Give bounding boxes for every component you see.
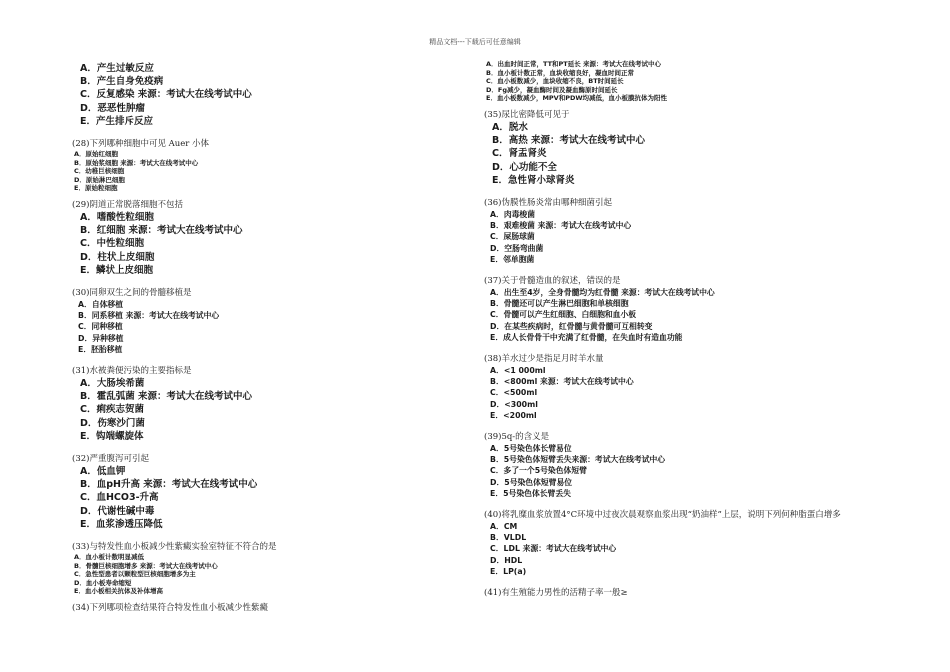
question-block xyxy=(72,287,472,355)
question-block xyxy=(484,587,884,599)
question-block xyxy=(72,138,472,193)
question-title: (34)下列哪项检查结果符合特发性血小板减少性紫癜 xyxy=(72,603,268,614)
question-block xyxy=(484,60,884,103)
answer-option: A．5号染色体长臂易位 xyxy=(490,444,572,454)
answer-option: C．<500ml xyxy=(490,388,538,398)
answer-option: B．VLDL xyxy=(490,533,527,543)
answer-option: C．LDL 来源：考试大在线考试中心 xyxy=(490,544,617,554)
answer-option: B．产生自身免疫病 xyxy=(80,76,164,88)
answer-option: C．急性型患者以颗粒型巨核细胞增多为主 xyxy=(74,570,196,579)
question-title: (40)将乳糜血浆放置4°C环境中过夜次晨观察血浆出现“奶油样”上层，说明下列何种脂蛋白增多 xyxy=(484,510,841,521)
answer-option: E．LP(a) xyxy=(490,566,527,576)
question-title: (37)关于骨髓造血的叙述，错误的是 xyxy=(484,276,621,286)
answer-option: C．同种移植 xyxy=(78,322,123,332)
answer-option: B．5号染色体短臂丢失来源：考试大在线考试中心 xyxy=(490,455,666,465)
answer-option: B．<800ml 来源：考试大在线考试中心 xyxy=(490,377,634,387)
right-column xyxy=(484,60,884,599)
answer-option: E．钩端螺旋体 xyxy=(80,430,144,442)
answer-option: B．艰难梭菌 来源：考试大在线考试中心 xyxy=(490,221,632,231)
answer-option: E．急性肾小球肾炎 xyxy=(492,174,575,186)
answer-option: D．空肠弯曲菌 xyxy=(490,243,544,253)
answer-option: A．血小板计数明显减低 xyxy=(74,553,145,562)
question-title: (28)下列哪种细胞中可见 Auer 小体 xyxy=(72,139,210,150)
answer-option: E．成人长骨骨干中充满了红骨髓，在失血时有造血功能 xyxy=(490,332,683,342)
question-title: (29)阴道正常脱落细胞不包括 xyxy=(72,199,183,210)
question-block xyxy=(72,62,472,128)
question-title: (36)伪膜性肠炎常由哪种细菌引起 xyxy=(484,197,612,208)
answer-option: A．出血时间正常，TT和PT延长 来源：考试大在线考试中心 xyxy=(486,60,662,68)
answer-option: B．同系移植 来源：考试大在线考试中心 xyxy=(78,311,220,321)
answer-option: D．恶恶性肿瘤 xyxy=(80,102,145,114)
answer-option: A．产生过敏反应 xyxy=(80,63,154,74)
answer-option: C．骨髓可以产生红细胞、白细胞和血小板 xyxy=(490,310,637,320)
answer-option: D．柱状上皮细胞 xyxy=(80,251,155,263)
answer-option: E．产生排斥反应 xyxy=(80,115,153,127)
answer-option: E．<200ml xyxy=(490,410,537,420)
answer-option: A．肉毒梭菌 xyxy=(490,209,536,219)
answer-option: B．血pH升高 来源：考试大在线考试中心 xyxy=(80,479,258,491)
answer-option: D．Fg减少，凝血酶时间及凝血酶原时间延长 xyxy=(486,85,618,94)
answer-option: B．红细胞 来源：考试大在线考试中心 xyxy=(80,225,243,237)
answer-option: A．自体移植 xyxy=(78,300,124,309)
answer-option: C．多了一个5号染色体短臂 xyxy=(490,466,587,476)
answer-option: E．鳞状上皮细胞 xyxy=(80,264,153,276)
left-column xyxy=(72,62,472,614)
answer-option: B．骨髓还可以产生淋巴细胞和单核细胞 xyxy=(490,299,629,309)
question-block xyxy=(484,109,884,187)
answer-option: E．胚胎移植 xyxy=(78,344,123,354)
answer-option: B．血小板计数正常，血块收缩良好，凝血时间正常 xyxy=(486,68,634,77)
question-block xyxy=(484,509,884,577)
question-block xyxy=(72,199,472,277)
answer-option: D．HDL xyxy=(490,555,523,565)
question-title: (35)尿比密降低可见于 xyxy=(484,109,570,120)
answer-option: A．低血钾 xyxy=(80,466,126,478)
question-block xyxy=(72,602,472,614)
question-block xyxy=(484,197,884,265)
answer-option: A．脱水 xyxy=(492,121,528,133)
answer-option: D．5号染色体短臂易位 xyxy=(490,477,573,487)
question-title: (31)水被粪便污染的主要指标是 xyxy=(72,366,192,377)
question-block xyxy=(484,431,884,499)
answer-option: B．高热 来源：考试大在线考试中心 xyxy=(492,135,646,147)
answer-option: D．血小板寿命缩短 xyxy=(74,578,132,587)
answer-option: A．大肠埃希菌 xyxy=(80,378,145,390)
answer-option: C．肾盂肾炎 xyxy=(492,148,547,160)
question-block xyxy=(484,275,884,343)
answer-option: E．血小板数减少，MPV和PDW均减低，血小板膜抗体为阳性 xyxy=(486,94,668,103)
answer-option: A．原始红细胞 xyxy=(74,150,119,159)
answer-option: C．痢疾志贺菌 xyxy=(80,404,144,416)
question-block xyxy=(72,365,472,443)
question-block xyxy=(72,541,472,596)
answer-option: E．原始粒细胞 xyxy=(74,184,118,193)
answer-option: A．CM xyxy=(490,522,518,532)
answer-option: A．出生至4岁，全身骨髓均为红骨髓 来源：考试大在线考试中心 xyxy=(490,288,715,297)
answer-option: D．心功能不全 xyxy=(492,161,557,173)
answer-option: C．血小板数减少，血块收缩不良，BT时间延长 xyxy=(486,77,624,86)
answer-option: A．<1 000ml xyxy=(490,366,546,376)
answer-option: D．<300ml xyxy=(490,399,538,409)
question-block xyxy=(72,453,472,531)
answer-option: B．原始浆细胞 来源：考试大在线考试中心 xyxy=(74,158,199,167)
page-header: 精品文档---下载后可任意编辑 xyxy=(429,38,521,46)
answer-option: D．在某些疾病时，红骨髓与黄骨髓可互相转变 xyxy=(490,321,653,331)
answer-option: C．反复感染 来源：考试大在线考试中心 xyxy=(80,89,252,101)
question-title: (39)5q-的含义是 xyxy=(484,432,550,443)
answer-option: D．代谢性碱中毒 xyxy=(80,505,155,517)
question-title: (32)严重腹泻可引起 xyxy=(72,454,149,465)
question-title: (38)羊水过少是指足月时羊水量 xyxy=(484,354,604,365)
answer-option: E．5号染色体长臂丢失 xyxy=(490,488,571,498)
answer-option: E．邻单胞菌 xyxy=(490,254,535,264)
answer-option: C．屎肠球菌 xyxy=(490,232,535,242)
answer-option: C．血HCO3-升高 xyxy=(80,492,159,504)
question-block xyxy=(484,353,884,421)
answer-option: C．幼稚巨核细胞 xyxy=(74,167,125,176)
answer-option: E．血小板相关抗体及补体增高 xyxy=(74,587,163,596)
answer-option: D．异种移植 xyxy=(78,333,124,343)
answer-option: E．血浆渗透压降低 xyxy=(80,518,163,530)
question-title: (30)同卵双生之间的骨髓移植是 xyxy=(72,288,192,298)
answer-option: D．伤寒沙门菌 xyxy=(80,417,145,429)
question-title: (33)与特发性血小板减少性紫癜实验室特征不符合的是 xyxy=(72,542,277,553)
answer-option: B．霍乱弧菌 来源：考试大在线考试中心 xyxy=(80,391,253,403)
question-title: (41)有生殖能力男性的活精子率一般≥ xyxy=(484,588,628,599)
answer-option: D．原始淋巴细胞 xyxy=(74,175,125,184)
answer-option: C．中性粒细胞 xyxy=(80,238,144,250)
answer-option: A．嗜酸性粒细胞 xyxy=(80,211,154,223)
answer-option: B．骨髓巨核细胞增多 来源：考试大在线考试中心 xyxy=(74,561,218,570)
